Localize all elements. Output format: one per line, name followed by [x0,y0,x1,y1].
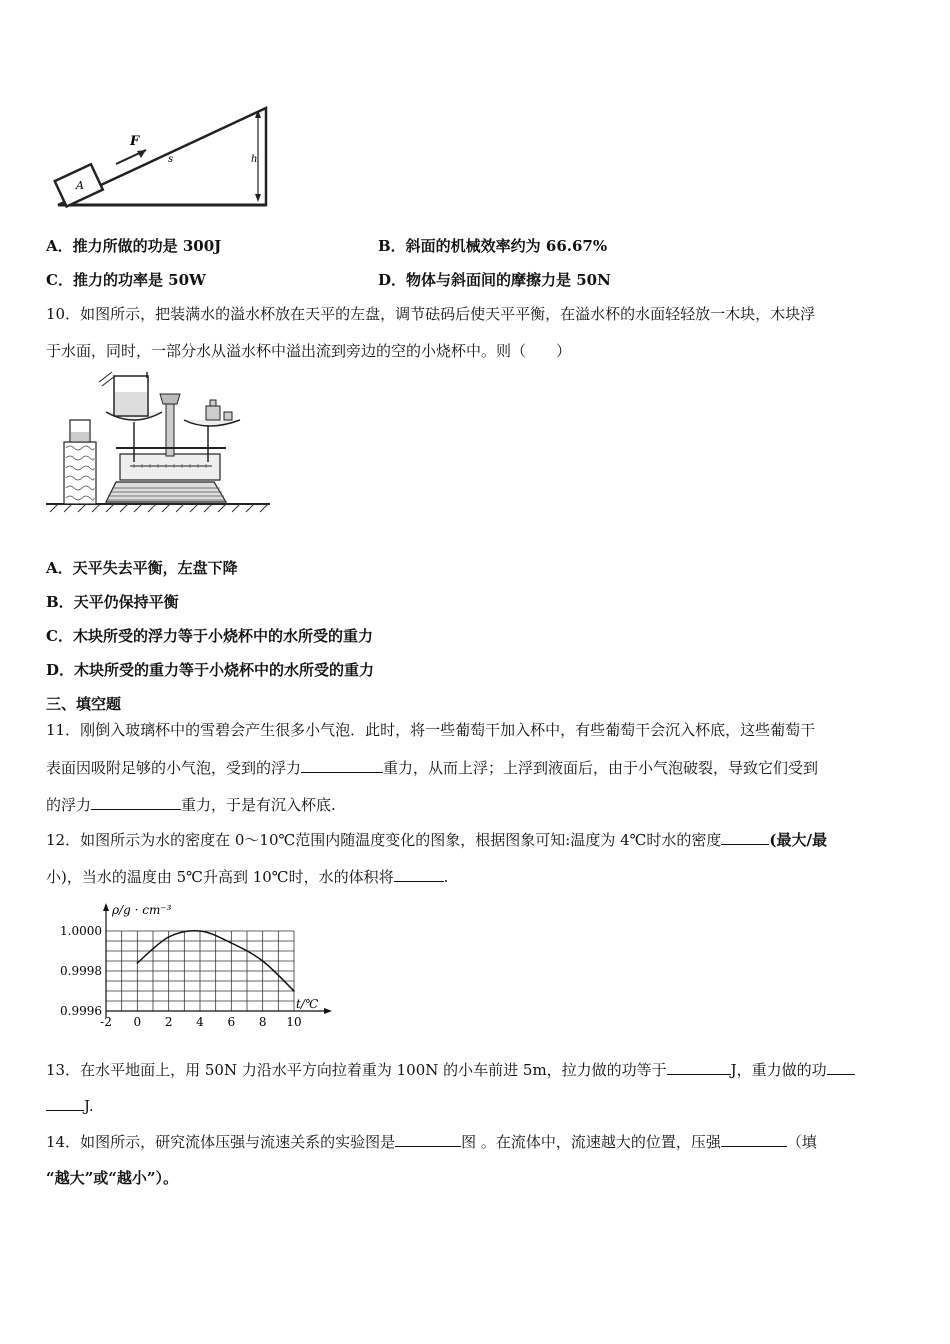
q10-option-d: D．木块所受的重力等于小烧杯中的水所受的重力 [46,661,375,679]
q12-line1-a: 12．如图所示为水的密度在 0～10℃范围内随温度变化的图象，根据图象可知:温度为 4℃时水的密度 [46,831,722,849]
q14-line1 [46,1132,817,1152]
x-axis-label: t/℃ [296,997,319,1011]
data-point [168,936,170,938]
incline-figure [46,100,276,215]
q14-line1-c: （填 [786,1133,817,1151]
y-axis-label: ρ/g · cm⁻³ [112,903,172,917]
y-axis-arrow [103,903,109,911]
q11-line2-b: 重力，从而上浮；上浮到液面后，由于小气泡破裂，导致它们受到 [383,759,819,777]
q9-option-d: D．物体与斜面间的摩擦力是 50N [378,271,611,289]
x-axis-arrow [324,1008,332,1014]
q10-option-c: C．木块所受的浮力等于小烧杯中的水所受的重力 [46,627,373,645]
x-tick-label: 4 [196,1015,204,1029]
q11-line2-a: 表面因吸附足够的小气泡，受到的浮力 [46,759,302,777]
y-tick-label: 1.0000 [60,924,102,938]
q11-line1: 11．刚倒入玻璃杯中的雪碧会产生很多小气泡．此时，将一些葡萄干加入杯中，有些葡萄干会沉入杯底，这些葡萄干 [46,721,816,739]
q10-stem-line2: 于水面，同时，一部分水从溢水杯中溢出流到旁边的空的小烧杯中。则（ ） [46,342,572,360]
section-title: 三、填空题 [46,695,122,713]
data-point [262,960,264,962]
q13-line2 [46,1096,94,1116]
q14-blank-1[interactable] [395,1132,461,1147]
label-h: h [251,154,258,165]
q13-blank-2b[interactable] [46,1096,84,1111]
q11-line3-a: 的浮力 [46,796,92,814]
q12-line2-b: . [443,868,449,886]
data-point [231,942,233,944]
x-tick-label: 6 [227,1015,236,1029]
q9-option-b: B．斜面的机械效率约为 66.67% [378,237,608,255]
q14-line2: “越大”或“越小”）。 [46,1169,179,1187]
label-s: s [168,154,174,165]
label-f: F [130,134,140,149]
label-a: A [76,179,84,192]
data-point [137,962,139,964]
q12-line2-a: 小)，当水的温度由 5℃升高到 10℃时，水的体积将 [46,868,394,886]
y-tick-label: 0.9998 [60,964,102,978]
q10-option-a: A．天平失去平衡，左盘下降 [46,559,238,577]
q12-line2 [46,867,448,887]
balance-figure [44,370,274,515]
q10-stem-line1: 10．如图所示，把装满水的溢水杯放在天平的左盘，调节砝码后使天平平衡，在溢水杯的水面轻轻放一木块，木块浮 [46,305,816,323]
q9-option-a: A．推力所做的功是 300J [46,237,222,255]
q11-blank-1[interactable] [301,758,383,773]
data-point [199,930,201,932]
x-tick-label: 2 [164,1015,173,1029]
x-tick-label: 8 [258,1015,267,1029]
q12-line1 [46,830,827,850]
q12-blank-1[interactable] [721,830,769,845]
q13-blank-1[interactable] [667,1060,731,1075]
x-tick-label: 0 [133,1015,142,1029]
q11-line2 [46,758,818,778]
q13-line2-b: J. [84,1097,94,1115]
q11-line3-b: 重力，于是有沉入杯底. [181,796,336,814]
q13-line1-a: 13．在水平地面上，用 50N 力沿水平方向拉着重为 100N 的小车前进 5m，拉力做的功等于 [46,1061,667,1079]
q11-line3 [46,795,336,815]
q12-blank-2[interactable] [394,867,444,882]
q12-line1-b: (最大/最 [769,831,827,849]
q14-line1-b: 图 。在流体中，流速越大的位置，压强 [461,1133,721,1151]
x-tick-label: 10 [286,1015,302,1029]
q13-line1-b: J，重力做的功 [730,1061,827,1079]
q13-line1 [46,1060,855,1080]
density-chart [46,897,336,1032]
q9-option-c: C．推力的功率是 50W [46,271,206,289]
q11-blank-2[interactable] [91,795,181,810]
q14-line1-a: 14．如图所示，研究流体压强与流速关系的实验图是 [46,1133,396,1151]
data-point [293,990,295,992]
q14-blank-2[interactable] [721,1132,787,1147]
y-tick-label: 0.9996 [60,1004,102,1018]
x-tick-label: -2 [100,1015,112,1029]
q10-option-b: B．天平仍保持平衡 [46,593,179,611]
q13-blank-2a[interactable] [827,1060,855,1075]
